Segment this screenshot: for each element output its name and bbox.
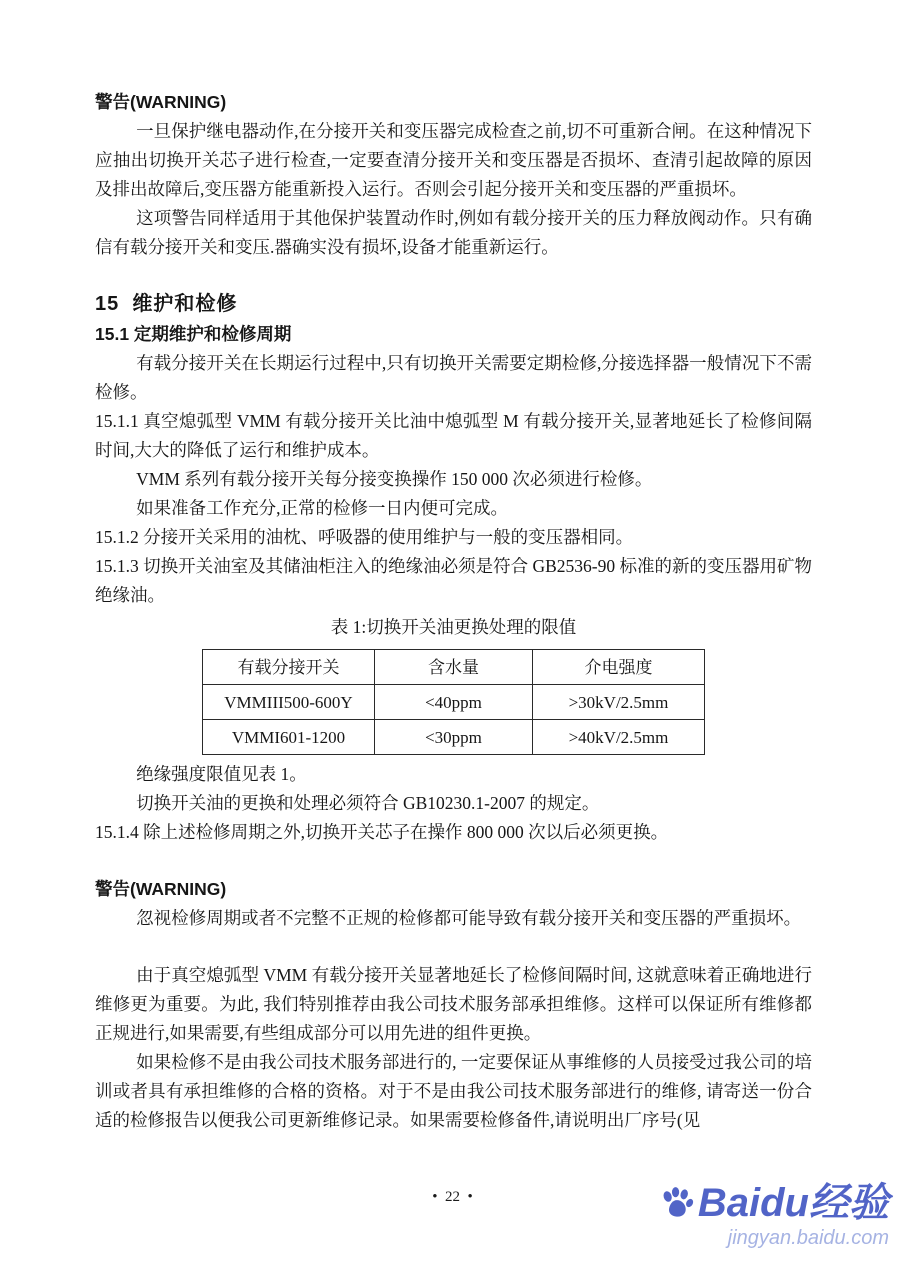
table-header-water: 含水量 xyxy=(375,650,533,685)
table-header-row xyxy=(203,650,705,685)
closing-paragraph-1: 由于真空熄弧型 VMM 有载分接开关显著地延长了检修间隔时间, 这就意味着正确地进行维修更为重要。为此, 我们特别推荐由我公司技术服务部承担维修。这样可以保证所有维修都正规进行,如果需要,有些组成部分可以用先进的组件更换。 xyxy=(95,965,812,1043)
after-table-paragraph-1: 绝缘强度限值见表 1。 xyxy=(136,764,307,784)
closing-paragraph-2: 如果检修不是由我公司技术服务部进行的, 一定要保证从事维修的人员接受过我公司的培训或者具有承担维修的合格的资格。对于不是由我公司技术服务部进行的维修, 请寄送一份合适的检修报告以便我公司更新维修记录。如果需要检修备件,请说明出厂序号(见 xyxy=(95,1052,812,1130)
table-cell: VMMIII500-600Y xyxy=(203,685,375,720)
after-table-paragraph-2: 切换开关油的更换和处理必须符合 GB10230.1-2007 的规定。 xyxy=(136,793,600,813)
table-row xyxy=(203,720,705,755)
item-15-1-1: 15.1.1 真空熄弧型 VMM 有载分接开关比油中熄弧型 M 有载分接开关,显著地延长了检修间隔时间,大大的降低了运行和维护成本。 xyxy=(95,411,812,460)
section-15-heading: 15 维护和检修 xyxy=(95,293,238,315)
warning-heading-1: 警告(WARNING) xyxy=(95,92,227,112)
watermark-brand-text: Baidu经验 xyxy=(697,1181,889,1225)
table-cell: <30ppm xyxy=(375,720,533,755)
table-cell: <40ppm xyxy=(375,685,533,720)
item-15-1-1-note-1: VMM 系列有载分接开关每分接变换操作 150 000 次必须进行检修。 xyxy=(136,469,653,489)
warning2-paragraph-1: 忽视检修周期或者不完整不正规的检修都可能导致有载分接开关和变压器的严重损坏。 xyxy=(136,908,802,928)
oil-limits-table xyxy=(202,649,705,755)
item-15-1-2: 15.1.2 分接开关采用的油枕、呼吸器的使用维护与一般的变压器相同。 xyxy=(95,527,634,547)
item-15-1-4: 15.1.4 除上述检修周期之外,切换开关芯子在操作 800 000 次以后必须更换。 xyxy=(95,822,669,842)
table-row xyxy=(203,685,705,720)
page-number: • 22 • xyxy=(432,1189,473,1205)
table-caption: 表 1:切换开关油更换处理的限值 xyxy=(330,617,577,637)
item-15-1-3: 15.1.3 切换开关油室及其储油柜注入的绝缘油必须是符合 GB2536-90 标准的新的变压器用矿物绝缘油。 xyxy=(95,556,813,605)
table-header-switch: 有载分接开关 xyxy=(203,650,375,685)
section-15-1-heading: 15.1 定期维护和检修周期 xyxy=(95,324,292,344)
table-cell: >30kV/2.5mm xyxy=(533,685,705,720)
table-cell: VMMI601-1200 xyxy=(203,720,375,755)
table-cell: >40kV/2.5mm xyxy=(533,720,705,755)
warning1-paragraph-1: 一旦保护继电器动作,在分接开关和变压器完成检查之前,切不可重新合闸。在这种情况下应抽出切换开关芯子进行检查,一定要查清分接开关和变压器是否损坏、查清引起故障的原因及排出故障后,变压器方能重新投入运行。否则会引起分接开关和变压器的严重损坏。 xyxy=(95,121,812,199)
warning-heading-2: 警告(WARNING) xyxy=(95,879,227,899)
page-content xyxy=(95,88,812,1135)
watermark-url: jingyan.baidu.com xyxy=(727,1227,889,1249)
section-15-1-intro: 有载分接开关在长期运行过程中,只有切换开关需要定期检修,分接选择器一般情况下不需检修。 xyxy=(95,353,812,402)
table-header-dielectric: 介电强度 xyxy=(533,650,705,685)
warning1-paragraph-2: 这项警告同样适用于其他保护装置动作时,例如有载分接开关的压力释放阀动作。只有确信有载分接开关和变压.器确实没有损坏,设备才能重新运行。 xyxy=(95,208,812,257)
item-15-1-1-note-2: 如果准备工作充分,正常的检修一日内便可完成。 xyxy=(136,498,508,518)
